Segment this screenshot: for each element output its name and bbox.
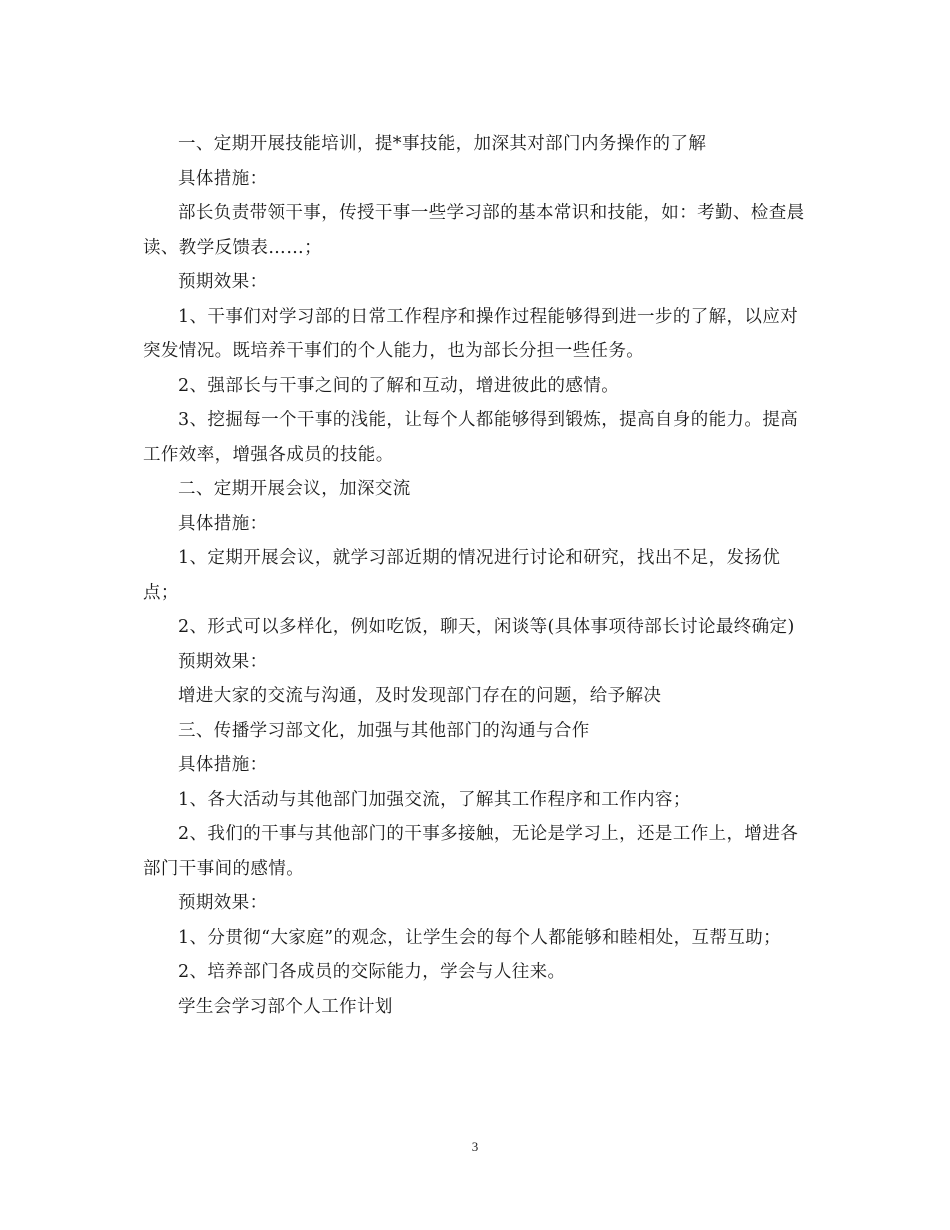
paragraph-body: 3、挖掘每一个干事的浅能，让每个人都能够得到锻炼，提高自身的能力。提高工作效率，增强各成员的技能。 <box>143 410 799 465</box>
paragraph-section-2-heading: 二、定期开展会议，加深交流 <box>178 479 411 499</box>
paragraph-body: 2、我们的干事与其他部门的干事多接触，无论是学习上，还是工作上，增进各部门干事间的感情。 <box>143 824 799 879</box>
page-number: 3 <box>471 1139 479 1154</box>
paragraph-measures-label: 具体措施： <box>178 513 268 534</box>
document-body <box>143 127 808 1024</box>
paragraph-body: 2、培养部门各成员的交际能力，学会与人往来。 <box>178 962 566 982</box>
paragraph-body: 1、干事们对学习部的日常工作程序和操作过程能够得到进一步的了解，以应对突发情况。既培养干事们的个人能力，也为部长分担一些任务。 <box>143 306 799 361</box>
paragraph-plan-title: 学生会学习部个人工作计划 <box>178 996 393 1017</box>
paragraph-body: 1、定期开展会议，就学习部近期的情况进行讨论和研究，找出不足，发扬优点； <box>143 548 781 603</box>
paragraph-section-3-heading: 三、传播学习部文化，加强与其他部门的沟通与合作 <box>178 720 590 741</box>
paragraph-body: 增进大家的交流与沟通，及时发现部门存在的问题，给予解决 <box>178 686 662 706</box>
paragraph-measures-label: 具体措施： <box>178 755 268 775</box>
paragraph-effects-label: 预期效果： <box>178 272 268 292</box>
paragraph-measures-label: 具体措施： <box>178 168 268 189</box>
paragraph-body: 2、形式可以多样化，例如吃饭，聊天，闲谈等(具体事项待部长讨论最终确定) <box>178 617 795 637</box>
paragraph-body: 2、强部长与干事之间的了解和互动，增进彼此的感情。 <box>178 375 620 396</box>
paragraph-body: 1、分贯彻“大家庭”的观念，让学生会的每个人都能够和睦相处，互帮互助； <box>178 927 782 948</box>
paragraph-effects-label: 预期效果： <box>178 651 268 672</box>
paragraph-section-1-heading: 一、定期开展技能培训，提*事技能，加深其对部门内务操作的了解 <box>178 134 707 154</box>
paragraph-body: 1、各大活动与其他部门加强交流，了解其工作程序和工作内容； <box>178 789 691 810</box>
paragraph-body: 部长负责带领干事，传授干事一些学习部的基本常识和技能，如：考勤、检查晨读、教学反馈表……； <box>143 203 805 258</box>
paragraph-effects-label: 预期效果： <box>178 893 268 913</box>
